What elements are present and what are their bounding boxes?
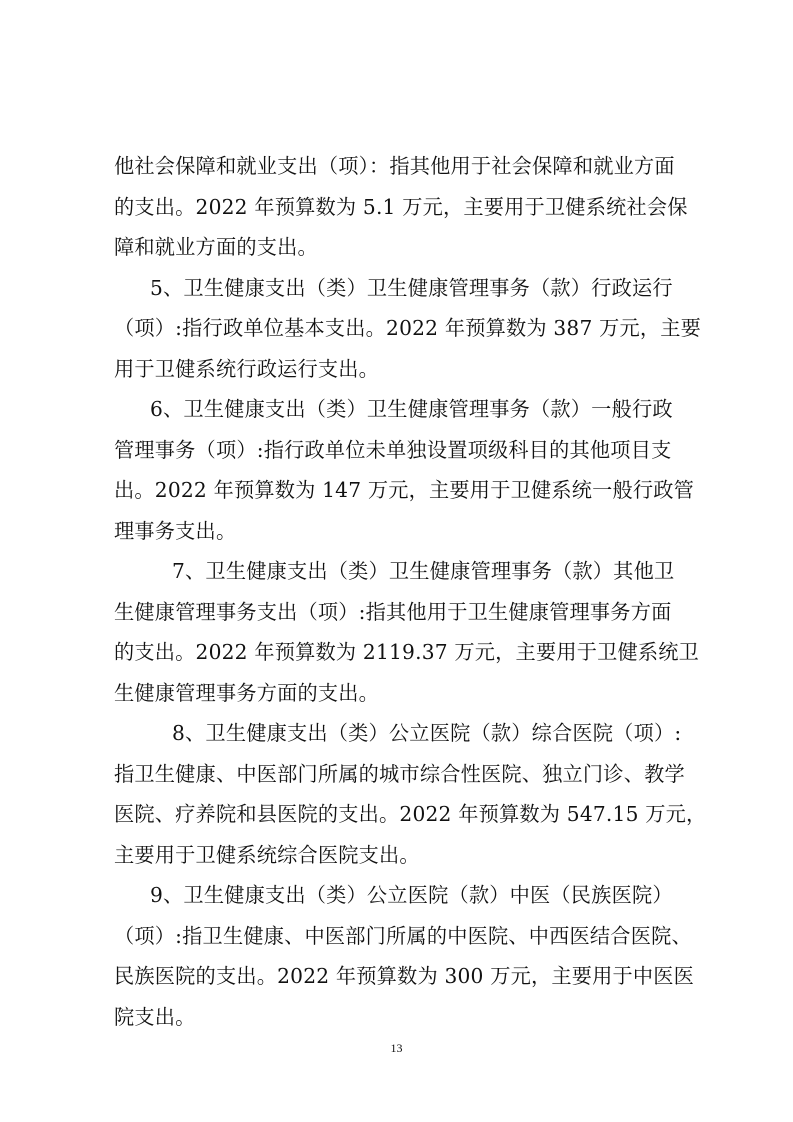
text-line: 7、卫生健康支出（类）卫生健康管理事务（款）其他卫: [172, 559, 675, 583]
text-line: 生健康管理事务支出（项）:指其他用于卫生健康管理事务方面: [114, 599, 672, 624]
text-line: 8、卫生健康支出（类）公立医院（款）综合医院（项）:: [172, 721, 682, 745]
text-line: 障和就业方面的支出。: [114, 235, 318, 259]
text-line: 5、卫生健康支出（类）卫生健康管理事务（款）行政运行: [150, 275, 673, 300]
text-line: 6、卫生健康支出（类）卫生健康管理事务（款）一般行政: [150, 397, 673, 421]
text-line: 指卫生健康、中医部门所属的城市综合性医院、独立门诊、教学: [114, 761, 685, 786]
text-line: 9、卫生健康支出（类）公立医院（款）中医（民族医院）: [150, 883, 673, 907]
text-line: 理事务支出。: [114, 518, 237, 543]
text-line: 管理事务（项）:指行政单位未单独设置项级科目的其他项目支: [114, 437, 672, 462]
text-line: 主要用于卫健系统综合医院支出。: [114, 842, 420, 867]
text-line: （项）:指卫生健康、中医部门所属的中医院、中西医结合医院、: [114, 923, 692, 948]
text-line: 的支出。2022 年预算数为 5.1 万元，主要用于卫健系统社会保: [114, 194, 688, 219]
text-line: （项）:指行政单位基本支出。2022 年预算数为 387 万元，主要: [114, 316, 702, 340]
text-line: 医院、疗养院和县医院的支出。2022 年预算数为 547.15 万元，: [114, 802, 707, 826]
text-line: 院支出。: [114, 1004, 196, 1029]
page-number: 13: [390, 1041, 403, 1055]
text-line: 的支出。2022 年预算数为 2119.37 万元，主要用于卫健系统卫: [114, 640, 700, 664]
text-line: 用于卫健系统行政运行支出。: [114, 356, 380, 381]
text-line: 出。2022 年预算数为 147 万元，主要用于卫健系统一般行政管: [114, 478, 695, 502]
text-line: 民族医院的支出。2022 年预算数为 300 万元，主要用于中医医: [114, 964, 695, 988]
text-line: 他社会保障和就业支出（项）：指其他用于社会保障和就业方面: [114, 154, 675, 178]
text-line: 生健康管理事务方面的支出。: [114, 680, 380, 705]
